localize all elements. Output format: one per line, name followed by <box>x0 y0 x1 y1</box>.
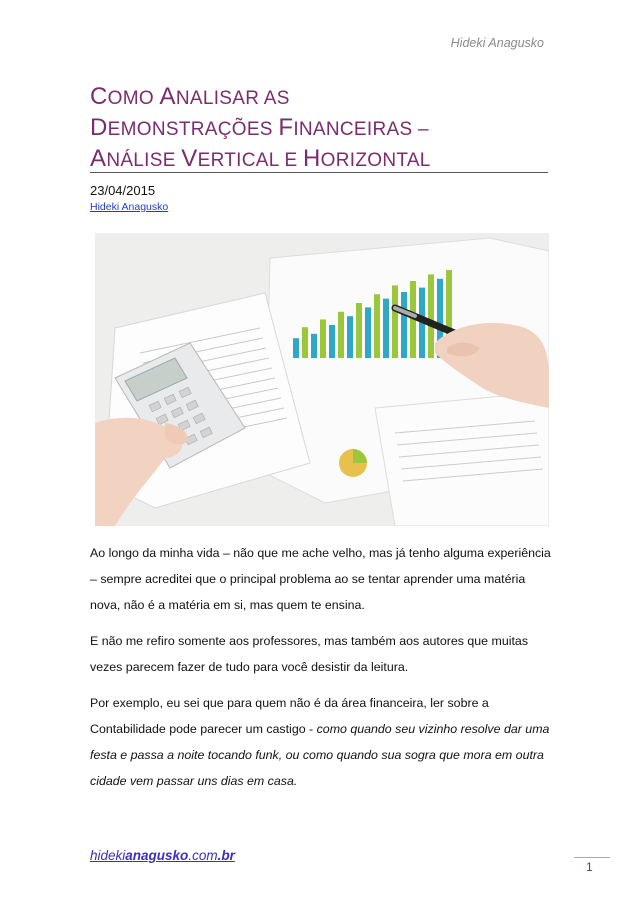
title-line-1: COMO ANALISAR AS <box>90 83 290 110</box>
hero-illustration <box>95 233 549 526</box>
chart-bar <box>383 299 389 358</box>
paragraph-1: Ao longo da minha vida – não que me ache velho, mas já tenho alguma experiência – sempre acreditei que o principal problema ao se tentar aprender uma matéria nova, não é a matéria em si, mas quem te ensina. <box>90 546 551 612</box>
page-title <box>90 82 530 175</box>
chart-bar <box>428 274 434 358</box>
chart-bar <box>401 292 407 358</box>
chart-bar <box>338 312 344 358</box>
chart-bar <box>347 316 353 358</box>
title-line-3: ANÁLISE VERTICAL E HORIZONTAL <box>90 145 431 172</box>
chart-bar <box>392 285 398 358</box>
paragraph-3: Por exemplo, eu sei que para quem não é da área financeira, ler sobre a Contabilidade pode parecer um castigo - como quando seu vizinho resolve dar uma festa e passa a noite tocando funk, ou como quando sua sogra que mora em outra cidade vem passar uns dias em casa. <box>90 696 550 788</box>
chart-bar <box>356 303 362 358</box>
publish-date: 23/04/2015 <box>90 183 156 198</box>
paragraph-2: E não me refiro somente aos professores, mas também aos autores que muitas vezes parecem fazer de tudo para você desistir da leitura. <box>90 634 529 674</box>
hero-image <box>95 233 549 526</box>
chart-bar <box>320 320 326 359</box>
title-line-2: DEMONSTRAÇÕES FINANCEIRAS – <box>90 114 429 141</box>
chart-bar <box>329 325 335 358</box>
chart-bar <box>293 338 299 358</box>
author-link[interactable]: Hideki Anagusko <box>90 201 169 213</box>
header-author: Hideki Anagusko <box>450 36 544 50</box>
title-divider <box>90 172 548 173</box>
footer-site-link[interactable]: hidekianagusko.com.br <box>90 848 235 863</box>
article-body <box>90 540 552 804</box>
chart-bar <box>311 334 317 358</box>
page-number: 1 <box>586 860 593 874</box>
chart-bar <box>374 294 380 358</box>
chart-bar <box>365 307 371 358</box>
chart-bar <box>302 327 308 358</box>
page-number-rule <box>574 857 610 858</box>
